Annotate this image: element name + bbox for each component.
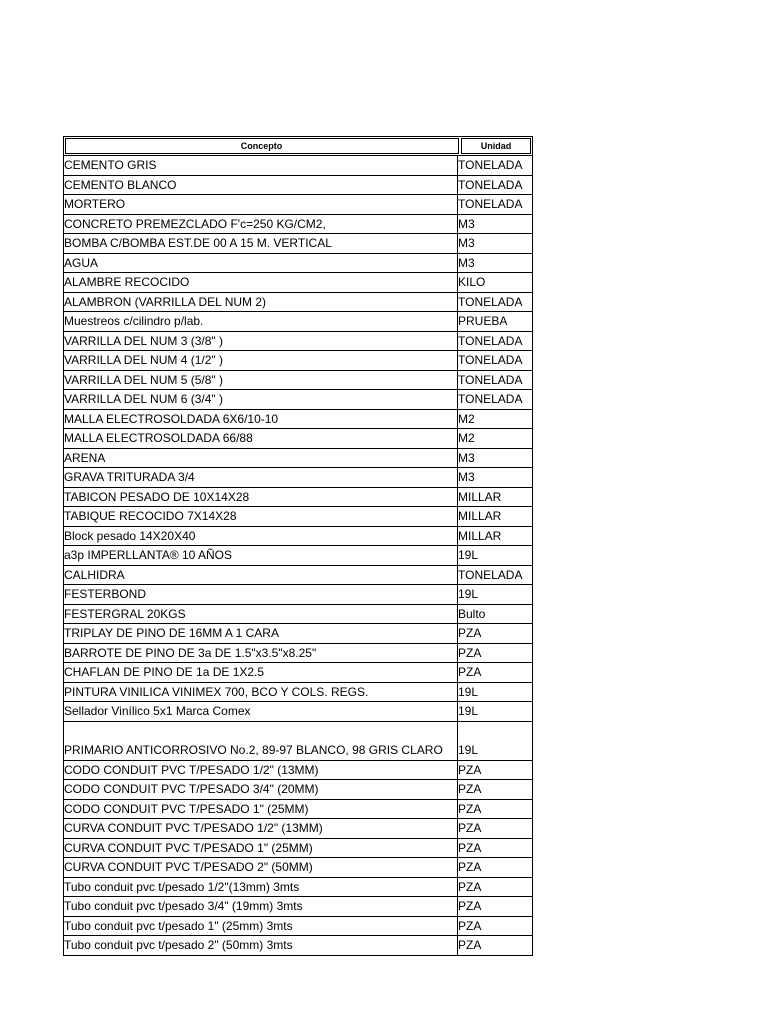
cell-concepto: PRIMARIO ANTICORROSIVO No.2, 89-97 BLANCO, 98 GRIS CLARO xyxy=(64,722,458,760)
table-row xyxy=(63,234,533,254)
cell-unidad: PZA xyxy=(458,918,482,933)
cell-concepto: Tubo conduit pvc t/pesado 1" (25mm) 3mts xyxy=(64,917,458,936)
table-row xyxy=(63,936,533,956)
cell-concepto: ALAMBRE RECOCIDO xyxy=(64,273,458,292)
cell-concepto: MALLA ELECTROSOLDADA 6X6/10-10 xyxy=(64,410,458,429)
cell-concepto: PINTURA VINILICA VINIMEX 700, BCO Y COLS. REGS. xyxy=(64,683,458,702)
cell-unidad: M3 xyxy=(458,255,475,270)
table-row xyxy=(63,527,533,547)
cell-concepto: Muestreos c/cilindro p/lab. xyxy=(64,312,458,331)
cell-unidad: 19L xyxy=(458,548,479,562)
table-row xyxy=(63,371,533,391)
cell-unidad: PZA xyxy=(458,899,482,913)
cell-unidad: PZA xyxy=(458,879,482,894)
cell-unidad: M3 xyxy=(458,470,475,484)
header-unidad: Unidad xyxy=(461,138,531,154)
cell-concepto: CURVA CONDUIT PVC T/PESADO 2" (50MM) xyxy=(64,858,458,877)
table-row xyxy=(63,390,533,410)
cell-unidad: PZA xyxy=(458,801,482,816)
table-row xyxy=(63,897,533,917)
cell-unidad: PZA xyxy=(458,821,482,835)
cell-concepto: CEMENTO BLANCO xyxy=(64,176,458,195)
cell-concepto: a3p IMPERLLANTA® 10 AÑOS xyxy=(64,546,458,565)
cell-unidad: PZA xyxy=(458,782,482,796)
cell-unidad: 19L xyxy=(458,684,479,699)
cell-unidad: PZA xyxy=(458,762,482,777)
cell-unidad: TONELADA xyxy=(458,333,523,348)
table-row xyxy=(63,507,533,527)
cell-concepto: AGUA xyxy=(64,254,458,273)
table-row xyxy=(63,585,533,605)
cell-concepto: TRIPLAY DE PINO DE 16MM A 1 CARA xyxy=(64,624,458,643)
cell-concepto: CEMENTO GRIS xyxy=(64,156,458,175)
cell-unidad: Bulto xyxy=(458,606,486,621)
cell-concepto: MORTERO xyxy=(64,195,458,214)
cell-concepto: CONCRETO PREMEZCLADO F'c=250 KG/CM2, xyxy=(64,215,458,234)
table-row xyxy=(63,566,533,586)
cell-concepto: Tubo conduit pvc t/pesado 3/4" (19mm) 3mts xyxy=(64,897,458,916)
table-row xyxy=(63,722,533,761)
table-row xyxy=(63,195,533,215)
cell-concepto: Block pesado 14X20X40 xyxy=(64,527,458,546)
cell-unidad: KILO xyxy=(458,275,486,289)
table-row xyxy=(63,176,533,196)
table-row xyxy=(63,468,533,488)
cell-unidad: PZA xyxy=(458,645,482,660)
cell-unidad: M2 xyxy=(458,431,475,445)
cell-concepto: BARROTE DE PINO DE 3a DE 1.5"x3.5"x8.25" xyxy=(64,644,458,663)
cell-concepto: VARRILLA DEL NUM 5 (5/8" ) xyxy=(64,371,458,390)
cell-concepto: ALAMBRON (VARRILLA DEL NUM 2) xyxy=(64,293,458,312)
cell-unidad: PZA xyxy=(458,860,482,874)
cell-unidad: TONELADA xyxy=(458,294,523,309)
table-row xyxy=(63,488,533,508)
cell-unidad: TONELADA xyxy=(458,158,523,172)
cell-unidad: 19L xyxy=(458,587,479,601)
cell-unidad: M3 xyxy=(458,216,475,231)
cell-concepto: BOMBA C/BOMBA EST.DE 00 A 15 M. VERTICAL xyxy=(64,234,458,253)
table-row xyxy=(63,780,533,800)
cell-unidad: PZA xyxy=(458,665,482,679)
cell-unidad: M3 xyxy=(458,236,475,250)
cell-unidad: MILLAR xyxy=(458,509,502,523)
cell-unidad: M3 xyxy=(458,450,475,465)
cell-concepto: GRAVA TRITURADA 3/4 xyxy=(64,468,458,487)
table-row xyxy=(63,273,533,293)
materials-table xyxy=(63,136,533,956)
cell-concepto: CODO CONDUIT PVC T/PESADO 1/2" (13MM) xyxy=(64,761,458,780)
header-concepto: Concepto xyxy=(65,138,459,154)
cell-unidad: TONELADA xyxy=(458,197,523,211)
cell-unidad: PZA xyxy=(458,626,482,640)
cell-concepto: MALLA ELECTROSOLDADA 66/88 xyxy=(64,429,458,448)
table-row xyxy=(63,800,533,820)
table-row xyxy=(63,605,533,625)
table-row xyxy=(63,449,533,469)
cell-concepto: VARRILLA DEL NUM 4 (1/2" ) xyxy=(64,351,458,370)
table-row xyxy=(63,156,533,176)
table-row xyxy=(63,839,533,859)
table-row xyxy=(63,819,533,839)
table-row xyxy=(63,761,533,781)
table-row xyxy=(63,624,533,644)
cell-unidad: TONELADA xyxy=(458,392,523,406)
table-header xyxy=(63,136,533,156)
table-row xyxy=(63,878,533,898)
table-row xyxy=(63,351,533,371)
cell-unidad: PZA xyxy=(458,840,482,855)
table-row xyxy=(63,215,533,235)
table-row xyxy=(63,663,533,683)
table-row xyxy=(63,410,533,430)
table-row xyxy=(63,312,533,332)
table-row xyxy=(63,429,533,449)
cell-unidad: TONELADA xyxy=(458,567,523,582)
table-row xyxy=(63,254,533,274)
cell-unidad: PRUEBA xyxy=(458,314,508,328)
table-row xyxy=(63,546,533,566)
cell-concepto: FESTERBOND xyxy=(64,585,458,604)
cell-concepto: Tubo conduit pvc t/pesado 2" (50mm) 3mts xyxy=(64,936,458,955)
cell-concepto: CURVA CONDUIT PVC T/PESADO 1/2" (13MM) xyxy=(64,819,458,838)
table-row xyxy=(63,293,533,313)
cell-concepto: ARENA xyxy=(64,449,458,468)
cell-concepto: VARRILLA DEL NUM 6 (3/4" ) xyxy=(64,390,458,409)
cell-concepto: CALHIDRA xyxy=(64,566,458,585)
table-body xyxy=(63,156,533,956)
table-row xyxy=(63,917,533,937)
cell-unidad: TONELADA xyxy=(458,353,523,367)
cell-concepto: Sellador Vinílico 5x1 Marca Comex xyxy=(64,702,458,721)
cell-concepto: CHAFLAN DE PINO DE 1a DE 1X2.5 xyxy=(64,663,458,682)
cell-unidad: 19L xyxy=(458,704,479,718)
cell-concepto: Tubo conduit pvc t/pesado 1/2"(13mm) 3mts xyxy=(64,878,458,897)
cell-concepto: CODO CONDUIT PVC T/PESADO 1" (25MM) xyxy=(64,800,458,819)
cell-unidad: 19L xyxy=(458,743,479,757)
table-row xyxy=(63,683,533,703)
cell-unidad: TONELADA xyxy=(458,177,523,192)
table-row xyxy=(63,858,533,878)
cell-concepto: CODO CONDUIT PVC T/PESADO 3/4" (20MM) xyxy=(64,780,458,799)
cell-unidad: PZA xyxy=(458,938,482,952)
cell-concepto: VARRILLA DEL NUM 3 (3/8" ) xyxy=(64,332,458,351)
cell-unidad: MILLAR xyxy=(458,528,502,543)
cell-unidad: MILLAR xyxy=(458,489,502,504)
cell-concepto: TABIQUE RECOCIDO 7X14X28 xyxy=(64,507,458,526)
table-row xyxy=(63,332,533,352)
cell-unidad: TONELADA xyxy=(458,372,523,387)
cell-concepto: TABICON PESADO DE 10X14X28 xyxy=(64,488,458,507)
table-row xyxy=(63,644,533,664)
cell-unidad: M2 xyxy=(458,411,475,426)
cell-concepto: FESTERGRAL 20KGS xyxy=(64,605,458,624)
table-row xyxy=(63,702,533,722)
cell-concepto: CURVA CONDUIT PVC T/PESADO 1" (25MM) xyxy=(64,839,458,858)
